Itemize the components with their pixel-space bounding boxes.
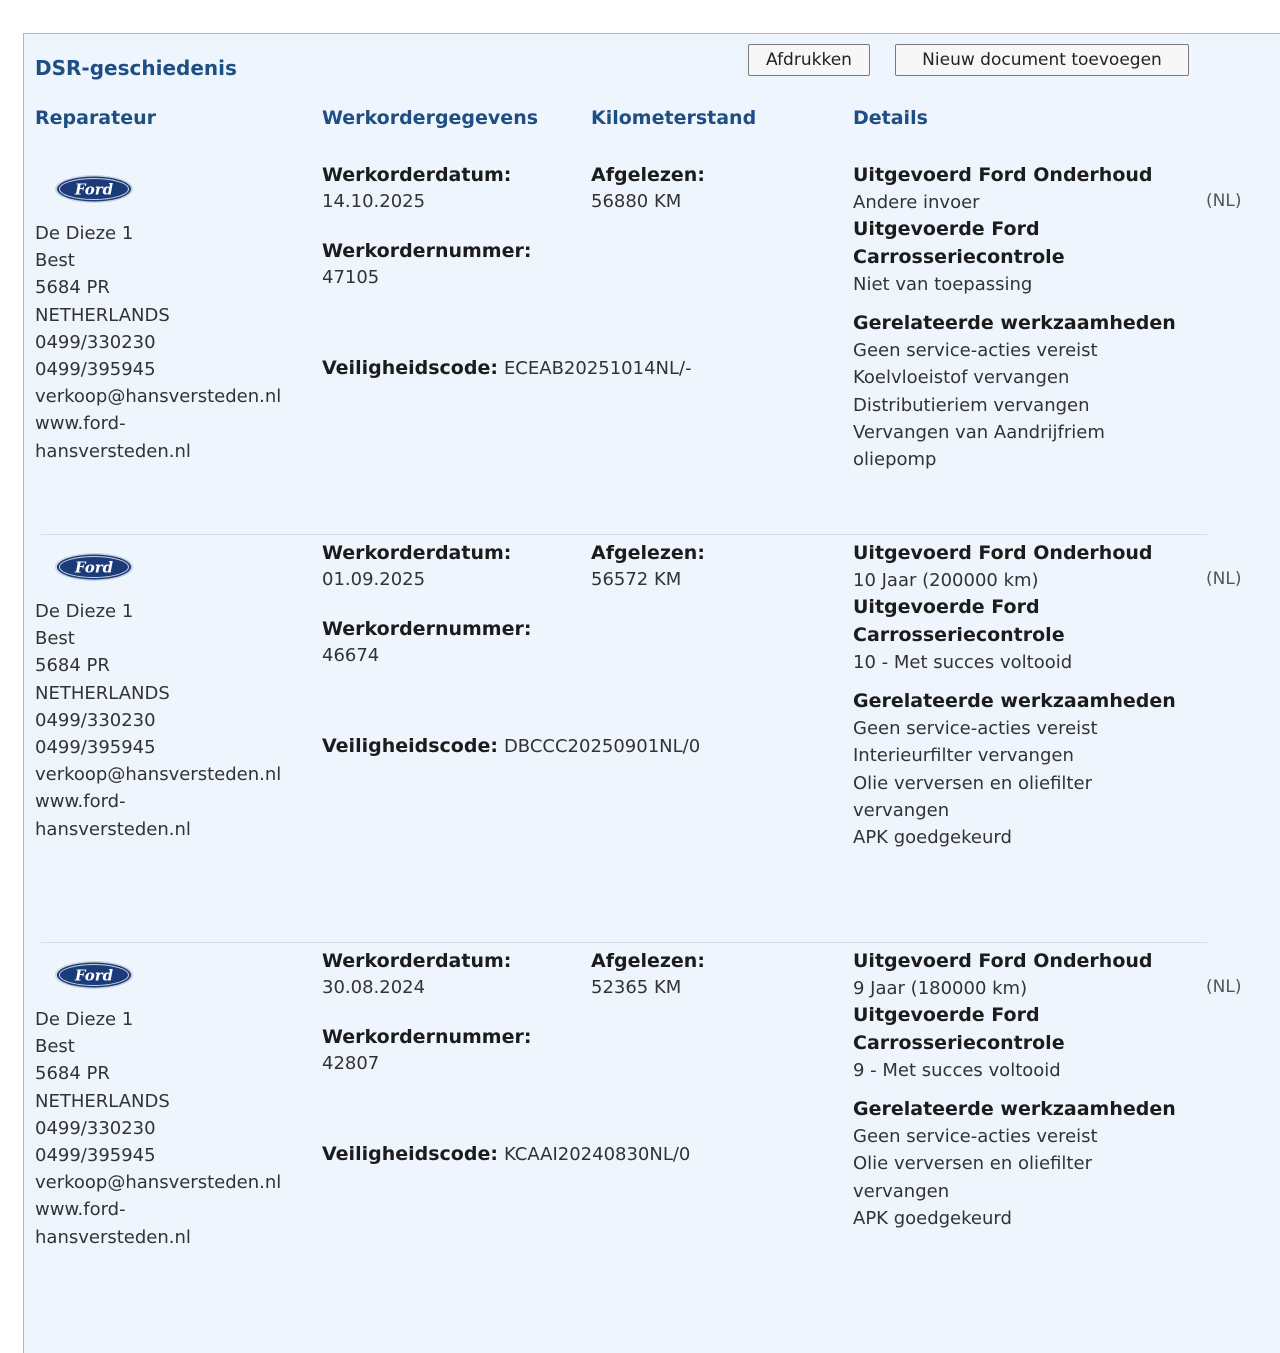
mileage-value: 56572 KM [591,569,682,590]
related-work-list [853,337,1183,473]
security-code-label: Veiligheidscode: [322,357,498,379]
address-line: Best [35,628,75,650]
repairer-address [35,220,281,465]
security-code-label: Veiligheidscode: [322,735,498,757]
language-tag: (NL) [1206,191,1242,211]
related-work-item: Distributieriem vervangen [853,394,1090,416]
mileage-label: Afgelezen: [591,164,705,186]
column-header-workorder: Werkordergegevens [322,107,539,129]
workorder-number-value: 47105 [322,267,380,288]
address-line: verkoop@hansversteden.nl [35,764,282,786]
details-block [853,162,1183,473]
security-code-value: ECEAB20251014NL/- [503,358,692,379]
ford-logo-icon [54,552,134,582]
details-block [853,540,1183,851]
ford-logo-icon [54,174,134,204]
address-line: 0499/330230 [35,1117,156,1139]
address-line: 0499/330230 [35,709,156,731]
address-line: hansversteden.nl [35,818,191,840]
address-line: NETHERLANDS [35,682,170,704]
workorder-date-value: 30.08.2024 [322,977,426,998]
history-record [24,942,1280,1350]
related-work-item: APK goedgekeurd [853,827,1012,849]
workorder-date-label: Werkorderdatum: [322,542,512,564]
related-work-item: oliepomp [853,449,937,471]
add-document-button[interactable]: Nieuw document toevoegen [895,44,1189,76]
address-line: 0499/395945 [35,359,156,381]
language-tag: (NL) [1206,977,1242,997]
address-line: 0499/330230 [35,331,156,353]
workorder-date-label: Werkorderdatum: [322,950,512,972]
address-line: www.ford- [35,413,126,435]
workorder-number-label: Werkordernummer: [322,618,532,640]
workorder-date-label: Werkorderdatum: [322,164,512,186]
address-line: www.ford- [35,1199,126,1221]
security-code-value: KCAAI20240830NL/0 [503,1144,691,1165]
record-divider [41,534,1207,535]
security-code [322,357,692,379]
related-work-item: Geen service-acties vereist [853,718,1098,740]
address-line: verkoop@hansversteden.nl [35,1172,282,1194]
address-line: Best [35,1036,75,1058]
svg-text:Ford: Ford [74,558,114,577]
maintenance-value: 10 Jaar (200000 km) [853,570,1039,592]
related-work-item: Olie verversen en oliefilter [853,772,1092,794]
address-line: NETHERLANDS [35,304,170,326]
history-record [24,534,1280,942]
security-code-label: Veiligheidscode: [322,1143,498,1165]
workorder-number-label: Werkordernummer: [322,1026,532,1048]
related-work-list [853,715,1183,851]
body-check-label: Uitgevoerde Ford Carrosseriecontrole [853,596,1065,646]
address-line: De Dieze 1 [35,223,134,244]
related-work-item: Interieurfilter vervangen [853,745,1074,767]
workorder-number-label: Werkordernummer: [322,240,532,262]
mileage-value: 56880 KM [591,191,682,212]
dsr-history-panel [23,33,1280,1353]
body-check-value: Niet van toepassing [853,273,1033,295]
workorder-date-value: 01.09.2025 [322,569,426,590]
details-block [853,948,1183,1232]
related-work-label: Gerelateerde werkzaamheden [853,690,1176,713]
related-work-item: Olie verversen en oliefilter [853,1153,1092,1175]
column-header-mileage: Kilometerstand [591,107,757,129]
svg-text:Ford: Ford [74,966,114,985]
column-header-repairer: Reparateur [35,107,156,129]
mileage-label: Afgelezen: [591,542,705,564]
address-line: verkoop@hansversteden.nl [35,386,282,408]
language-tag: (NL) [1206,569,1242,589]
address-line: De Dieze 1 [35,1009,134,1030]
workorder-number-value: 46674 [322,645,380,666]
address-line: NETHERLANDS [35,1090,170,1112]
repairer-address [35,598,281,843]
address-line: www.ford- [35,791,126,813]
workorder-number-value: 42807 [322,1053,380,1074]
address-line: 0499/395945 [35,737,156,759]
related-work-label: Gerelateerde werkzaamheden [853,1098,1176,1121]
print-button[interactable]: Afdrukken [748,44,870,76]
security-code [322,1143,690,1165]
workorder-date-value: 14.10.2025 [322,191,426,212]
repairer-address [35,1006,281,1251]
related-work-item: APK goedgekeurd [853,1207,1012,1229]
body-check-value: 10 - Met succes voltooid [853,651,1073,673]
address-line: 5684 PR [35,655,110,677]
maintenance-label: Uitgevoerd Ford Onderhoud [853,542,1153,564]
related-work-item: Geen service-acties vereist [853,340,1098,362]
body-check-label: Uitgevoerde Ford Carrosseriecontrole [853,1004,1065,1054]
related-work-item: Koelvloeistof vervangen [853,367,1070,389]
related-work-item: vervangen [853,1180,950,1202]
column-header-details: Details [853,107,928,129]
maintenance-value: Andere invoer [853,192,980,214]
mileage-label: Afgelezen: [591,950,705,972]
security-code [322,735,700,757]
maintenance-label: Uitgevoerd Ford Onderhoud [853,164,1153,186]
mileage-value: 52365 KM [591,977,682,998]
related-work-item: Vervangen van Aandrijfriem [853,421,1105,443]
body-check-value: 9 - Met succes voltooid [853,1059,1061,1081]
page-title: DSR-geschiedenis [35,56,237,80]
address-line: Best [35,250,75,272]
related-work-item: Geen service-acties vereist [853,1126,1098,1148]
related-work-list [853,1123,1183,1232]
maintenance-value: 9 Jaar (180000 km) [853,978,1028,1000]
address-line: 0499/395945 [35,1145,156,1167]
body-check-label: Uitgevoerde Ford Carrosseriecontrole [853,218,1065,268]
svg-text:Ford: Ford [74,180,114,199]
address-line: 5684 PR [35,277,110,299]
related-work-label: Gerelateerde werkzaamheden [853,312,1176,335]
address-line: hansversteden.nl [35,440,191,462]
security-code-value: DBCCC20250901NL/0 [503,736,701,757]
address-line: De Dieze 1 [35,601,134,622]
address-line: 5684 PR [35,1063,110,1085]
history-record [24,156,1280,564]
address-line: hansversteden.nl [35,1226,191,1248]
ford-logo-icon [54,960,134,990]
related-work-item: vervangen [853,799,950,821]
maintenance-label: Uitgevoerd Ford Onderhoud [853,950,1153,972]
record-divider [41,942,1207,943]
